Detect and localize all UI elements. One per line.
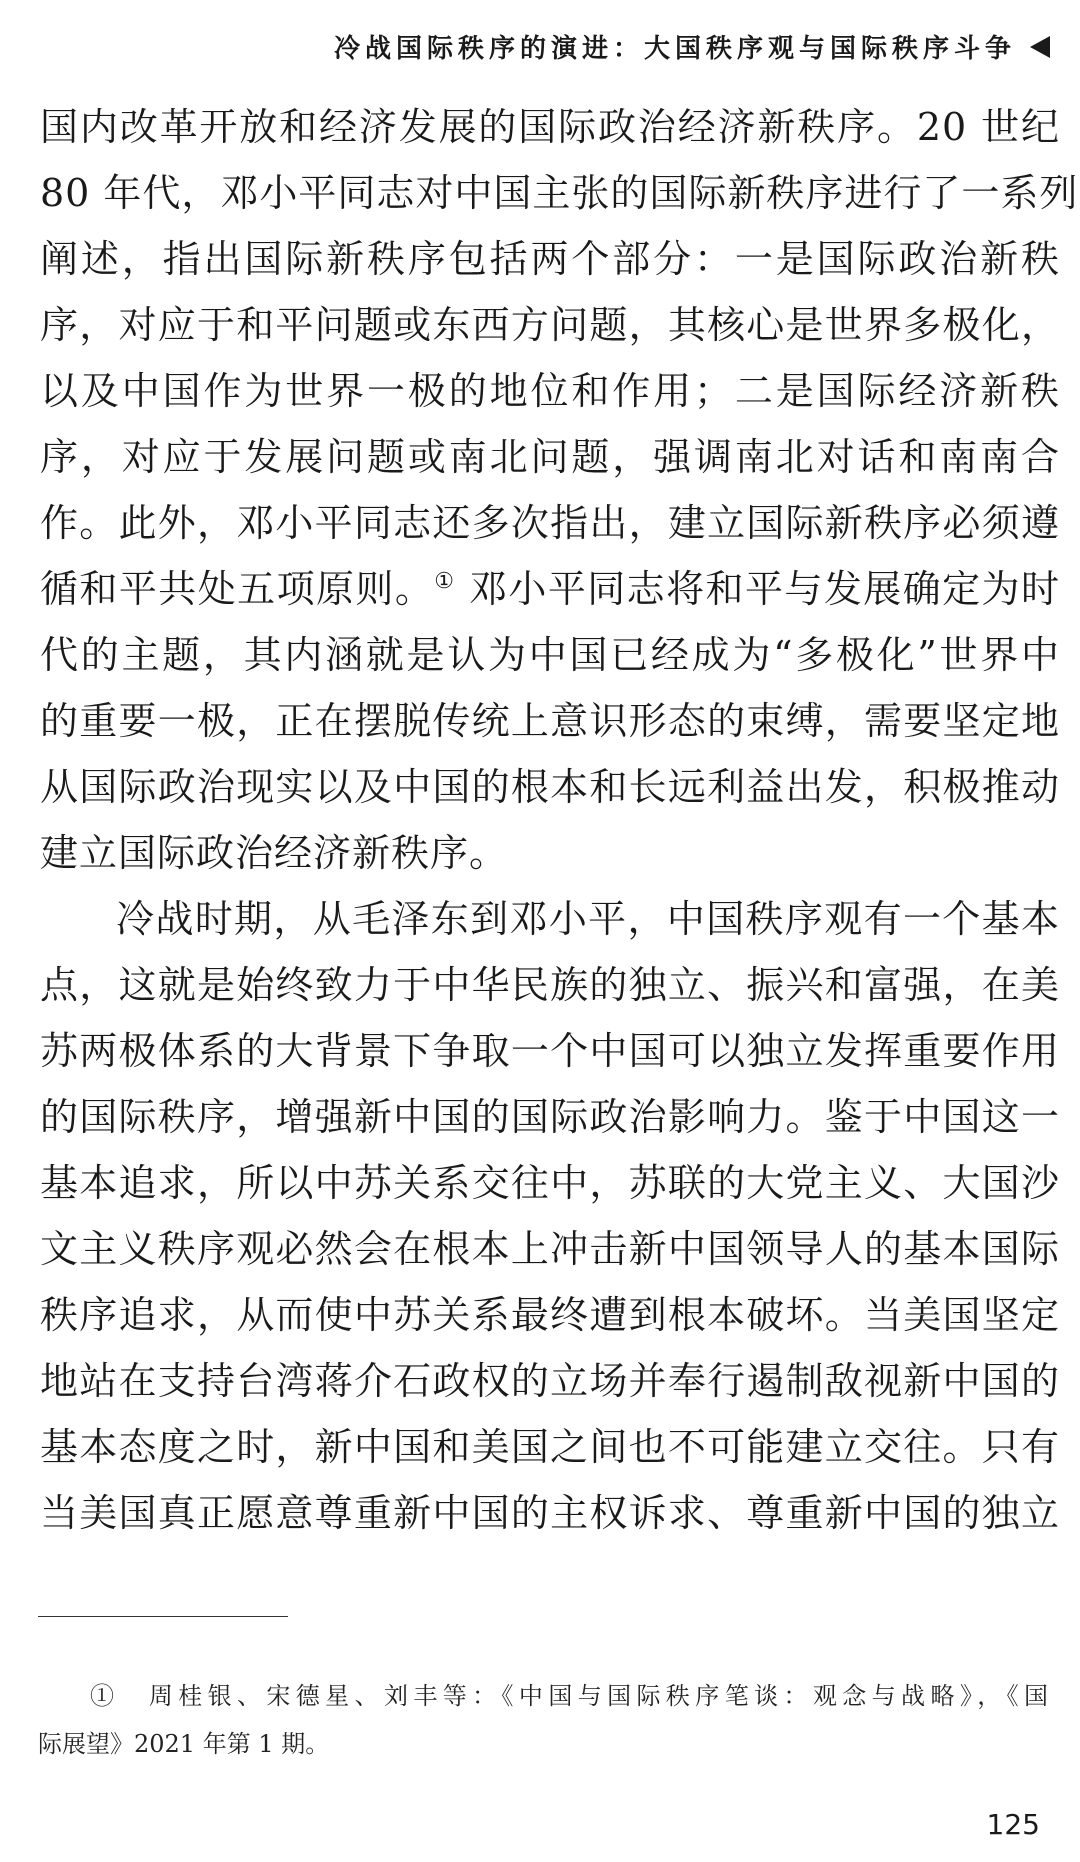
body-text: [40, 94, 1079, 1546]
footnote-line: 际展望》2021 年第 1 期。: [38, 1730, 330, 1758]
text-line: 序，对应于和平问题或东西方问题，其核心是世界多极化，: [40, 303, 1060, 347]
page-number: 125: [986, 1808, 1040, 1841]
running-header-title: 冷战国际秩序的演进：大国秩序观与国际秩序斗争: [333, 34, 1016, 64]
text-line: 阐述，指出国际新秩序包括两个部分：一是国际政治新秩: [40, 237, 1060, 281]
text-line: 80 年代，邓小平同志对中国主张的国际新秩序进行了一系列: [40, 171, 1079, 215]
footnote-marker: ①: [90, 1682, 120, 1710]
text-line: 苏两极体系的大背景下争取一个中国可以独立发挥重要作用: [40, 1029, 1060, 1073]
text-line: 序，对应于发展问题或南北问题，强调南北对话和南南合: [40, 435, 1060, 479]
running-header: [334, 28, 1050, 65]
text-line: 当美国真正愿意尊重新中国的主权诉求、尊重新中国的独立: [40, 1491, 1060, 1535]
text-line: 的国际秩序，增强新中国的国际政治影响力。鉴于中国这一: [40, 1095, 1060, 1139]
text-line: 基本追求，所以中苏关系交往中，苏联的大党主义、大国沙: [40, 1161, 1060, 1205]
text-line: 文主义秩序观必然会在根本上冲击新中国领导人的基本国际: [40, 1227, 1060, 1271]
text-line: 从国际政治现实以及中国的根本和长远利益出发，积极推动: [40, 765, 1060, 809]
paragraph-first-line: 冷战时期，从毛泽东到邓小平，中国秩序观有一个基本: [116, 897, 1060, 941]
footnote-text: 周桂银、宋德星、刘丰等：《中国与国际秩序笔谈：观念与战略》，《国: [148, 1682, 1049, 1710]
text-segment: 邓小平同志将和平与发展确定为时: [468, 567, 1060, 611]
footnote-line: [38, 1672, 1048, 1720]
text-line: 建立国际政治经济新秩序。: [40, 831, 509, 875]
footnote-reference[interactable]: ①: [434, 569, 456, 594]
left-triangle-icon: [1030, 36, 1050, 58]
text-line: 地站在支持台湾蒋介石政权的立场并奉行遏制敌视新中国的: [40, 1359, 1060, 1403]
text-line: 基本态度之时，新中国和美国之间也不可能建立交往。只有: [40, 1425, 1060, 1469]
text-line: 国内改革开放和经济发展的国际政治经济新秩序。20 世纪: [40, 105, 1060, 149]
footnote-divider: [38, 1616, 288, 1617]
text-line: 的重要一极，正在摆脱传统上意识形态的束缚，需要坚定地: [40, 699, 1060, 743]
text-line: 代的主题，其内涵就是认为中国已经成为“多极化”世界中: [40, 633, 1060, 677]
text-line-with-footnote: [40, 556, 1060, 622]
text-line: 以及中国作为世界一极的地位和作用；二是国际经济新秩: [40, 369, 1060, 413]
text-line: 作。此外，邓小平同志还多次指出，建立国际新秩序必须遵: [40, 501, 1060, 545]
text-segment: 循和平共处五项原则。: [40, 567, 435, 611]
text-line: 点，这就是始终致力于中华民族的独立、振兴和富强，在美: [40, 963, 1060, 1007]
footnote: [38, 1672, 1048, 1768]
text-line: 秩序追求，从而使中苏关系最终遭到根本破坏。当美国坚定: [40, 1293, 1060, 1337]
